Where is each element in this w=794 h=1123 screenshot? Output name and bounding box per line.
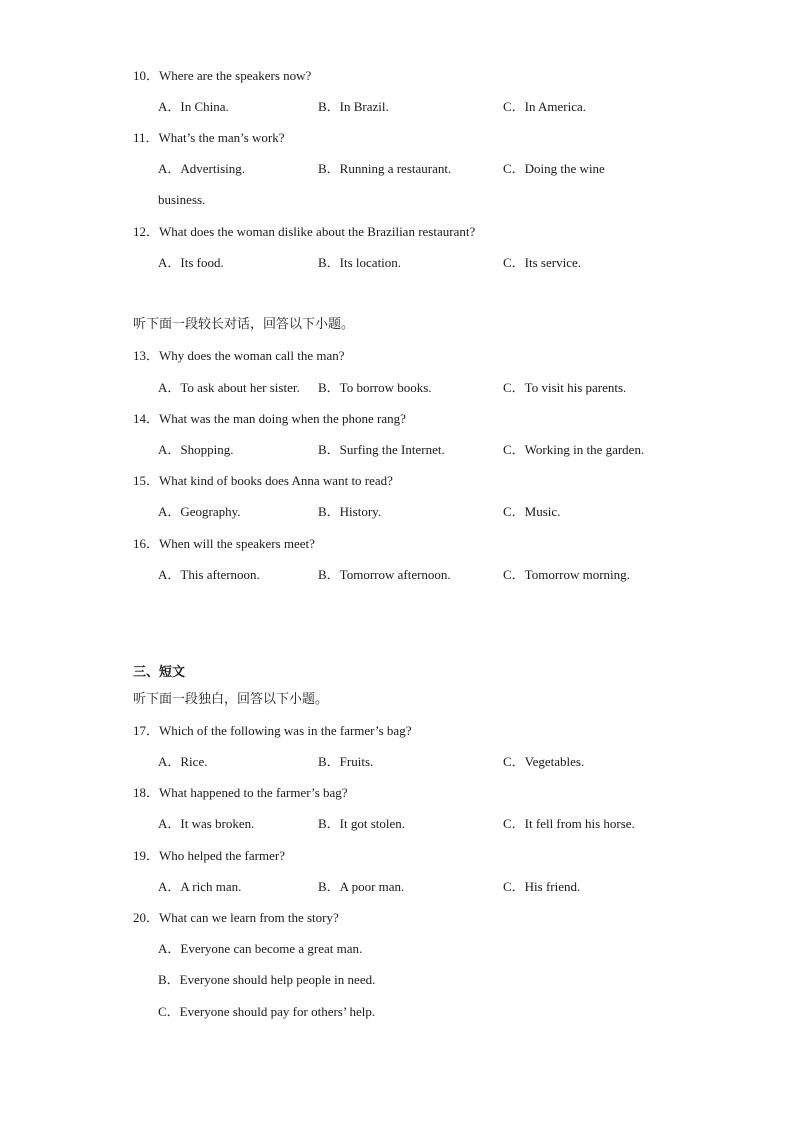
- question-17-option-b: B．Fruits.: [318, 754, 374, 769]
- question-20-option-b: B．Everyone should help people in need.: [158, 972, 376, 987]
- question-12-option-b: B．Its location.: [318, 255, 402, 270]
- question-11-option-c-continued: business.: [158, 192, 206, 207]
- question-14: 14．What was the man doing when the phone rang?: [133, 411, 406, 426]
- question-20-option-c: C．Everyone should pay for others’ help.: [158, 1004, 376, 1019]
- question-11-option-b: B．Running a restaurant.: [318, 161, 452, 176]
- question-19-option-b: B．A poor man.: [318, 879, 405, 894]
- question-11: 11．What’s the man’s work?: [133, 130, 285, 145]
- question-19: 19．Who helped the farmer?: [133, 848, 285, 863]
- question-13-option-a: A．To ask about her sister.: [158, 380, 300, 395]
- question-12-option-a: A．Its food.: [158, 255, 224, 270]
- question-20-option-a: A．Everyone can become a great man.: [158, 941, 363, 956]
- question-10-option-c: C．In America.: [503, 99, 587, 114]
- question-18-option-c: C．It fell from his horse.: [503, 816, 635, 831]
- question-14-option-b: B．Surfing the Internet.: [318, 442, 445, 457]
- instruction-long-dialogue: 听下面一段较长对话，回答以下小题。: [133, 317, 355, 332]
- question-17: 17．Which of the following was in the farmer’s bag?: [133, 723, 412, 738]
- question-11-option-c: C．Doing the wine: [503, 161, 605, 176]
- question-10-option-a: A．In China.: [158, 99, 229, 114]
- question-18: 18．What happened to the farmer’s bag?: [133, 785, 348, 800]
- question-19-option-c: C．His friend.: [503, 879, 581, 894]
- question-13: 13．Why does the woman call the man?: [133, 348, 345, 363]
- question-15-option-b: B．History.: [318, 504, 382, 519]
- question-20: 20．What can we learn from the story?: [133, 910, 339, 925]
- question-12: 12．What does the woman dislike about the Brazilian restaurant?: [133, 224, 476, 239]
- question-10: 10．Where are the speakers now?: [133, 68, 312, 83]
- question-19-option-a: A．A rich man.: [158, 879, 242, 894]
- question-15-option-c: C．Music.: [503, 504, 561, 519]
- question-11-option-a: A．Advertising.: [158, 161, 246, 176]
- question-13-option-b: B．To borrow books.: [318, 380, 432, 395]
- question-17-option-a: A．Rice.: [158, 754, 208, 769]
- question-16: 16．When will the speakers meet?: [133, 536, 315, 551]
- question-16-option-a: A．This afternoon.: [158, 567, 260, 582]
- question-15: 15．What kind of books does Anna want to read?: [133, 473, 393, 488]
- question-13-option-c: C．To visit his parents.: [503, 380, 627, 395]
- question-14-option-a: A．Shopping.: [158, 442, 234, 457]
- question-10-option-b: B．In Brazil.: [318, 99, 389, 114]
- question-14-option-c: C．Working in the garden.: [503, 442, 645, 457]
- question-16-option-c: C．Tomorrow morning.: [503, 567, 630, 582]
- question-16-option-b: B．Tomorrow afternoon.: [318, 567, 451, 582]
- question-18-option-a: A．It was broken.: [158, 816, 255, 831]
- question-15-option-a: A．Geography.: [158, 504, 241, 519]
- question-17-option-c: C．Vegetables.: [503, 754, 585, 769]
- question-12-option-c: C．Its service.: [503, 255, 581, 270]
- instruction-monologue: 听下面一段独白，回答以下小题。: [133, 692, 329, 707]
- question-18-option-b: B．It got stolen.: [318, 816, 406, 831]
- section-heading-short-passage: 三、短文: [133, 665, 186, 680]
